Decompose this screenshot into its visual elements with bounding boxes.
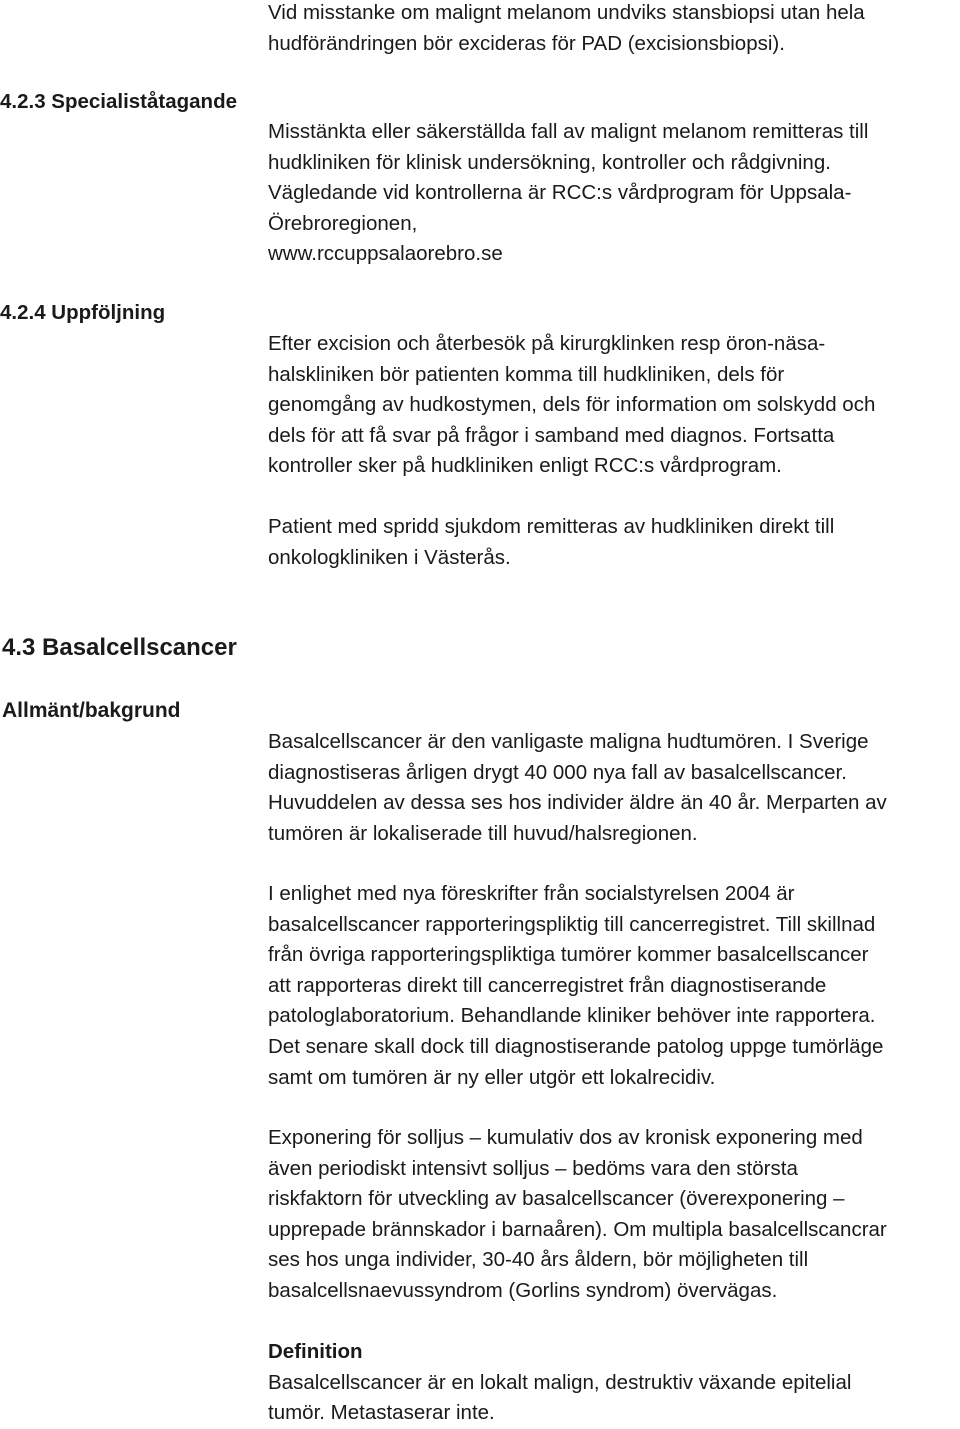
subheading-background: Allmänt/bakgrund bbox=[2, 699, 181, 722]
text-line: kontroller sker på hudkliniken enligt RCC:s vårdprogram. bbox=[268, 454, 782, 478]
text-line: Vägledande vid kontrollerna är RCC:s vårdprogram för Uppsala- bbox=[268, 181, 852, 205]
definition-block bbox=[268, 1337, 958, 1429]
intro-paragraph bbox=[268, 0, 958, 59]
text-line: patologlaboratorium. Behandlande kliniker behöver inte rapportera. bbox=[268, 1004, 876, 1028]
text-line: Patient med spridd sjukdom remitteras av hudkliniken direkt till bbox=[268, 515, 835, 538]
text-line: ses hos unga individer, 30-40 års åldern, bör möjligheten till bbox=[268, 1248, 809, 1272]
section-heading-4-3: 4.3 Basalcellscancer bbox=[2, 634, 237, 661]
text-line: samt om tumören är ny eller utgör ett lokalrecidiv. bbox=[268, 1065, 716, 1089]
text-line: hudkliniken för klinisk undersökning, kontroller och rådgivning. bbox=[268, 150, 831, 174]
text-line: I enlighet med nya föreskrifter från socialstyrelsen 2004 är bbox=[268, 882, 795, 905]
text-line: Huvuddelen av dessa ses hos individer äldre än 40 år. Merparten av bbox=[268, 791, 887, 815]
text-line: halskliniken bör patienten komma till hudkliniken, dels för bbox=[268, 362, 785, 386]
definition-heading: Definition bbox=[268, 1340, 363, 1363]
text-line: basalcellscancer rapporteringspliktig till cancerregistret. Till skillnad bbox=[268, 912, 876, 936]
text-line: basalcellsnaevussyndrom (Gorlins syndrom) övervägas. bbox=[268, 1278, 778, 1302]
section-heading-4-2-3: 4.2.3 Specialiståtagande bbox=[0, 90, 238, 113]
text-line: upprepade brännskador i barnaåren). Om multipla basalcellscancrar bbox=[268, 1217, 887, 1241]
text-line: även periodiskt intensivt solljus – bedöms vara den största bbox=[268, 1156, 798, 1180]
text-line: hudförändringen bör excideras för PAD (excisionsbiopsi). bbox=[268, 31, 785, 55]
bcc-paragraph-3 bbox=[268, 1123, 958, 1307]
section-heading-4-2-4: 4.2.4 Uppföljning bbox=[0, 301, 166, 324]
text-line: genomgång av hudkostymen, dels för information om solskydd och bbox=[268, 393, 876, 417]
text-line: Basalcellscancer är en lokalt malign, destruktiv växande epitelial bbox=[268, 1370, 852, 1394]
text-line: från övriga rapporteringspliktiga tumörer kommer basalcellscancer bbox=[268, 943, 869, 967]
text-line: Misstänkta eller säkerställda fall av malignt melanom remitteras till bbox=[268, 120, 869, 143]
text-line: Basalcellscancer är den vanligaste maligna hudtumören. I Sverige bbox=[268, 730, 869, 753]
text-line: Örebroregionen, bbox=[268, 211, 418, 235]
text-line: riskfaktorn för utveckling av basalcellscancer (överexponering – bbox=[268, 1187, 845, 1211]
text-line: diagnostiseras årligen drygt 40 000 nya fall av basalcellscancer. bbox=[268, 760, 847, 784]
followup-paragraph-2 bbox=[268, 512, 958, 573]
text-line: Vid misstanke om malignt melanom undviks stansbiopsi utan hela bbox=[268, 1, 865, 24]
text-line: tumör. Metastaserar inte. bbox=[268, 1401, 495, 1425]
text-line: Det senare skall dock till diagnostiserande patolog uppge tumörläge bbox=[268, 1034, 884, 1058]
text-line: www.rccuppsalaorebro.se bbox=[268, 242, 503, 266]
text-line: att rapporteras direkt till cancerregistret från diagnostiserande bbox=[268, 973, 827, 997]
text-line: Exponering för solljus – kumulativ dos av kronisk exponering med bbox=[268, 1126, 863, 1149]
bcc-paragraph-2 bbox=[268, 879, 958, 1093]
bcc-paragraph-1 bbox=[268, 727, 958, 849]
specialist-paragraph bbox=[268, 117, 958, 270]
text-line: Efter excision och återbesök på kirurgklinken resp öron-näsa- bbox=[268, 332, 826, 355]
followup-paragraph-1 bbox=[268, 329, 958, 482]
text-line: dels för att få svar på frågor i samband med diagnos. Fortsatta bbox=[268, 423, 835, 447]
text-line: onkologkliniken i Västerås. bbox=[268, 545, 511, 569]
text-line: tumören är lokaliserade till huvud/halsregionen. bbox=[268, 821, 698, 845]
